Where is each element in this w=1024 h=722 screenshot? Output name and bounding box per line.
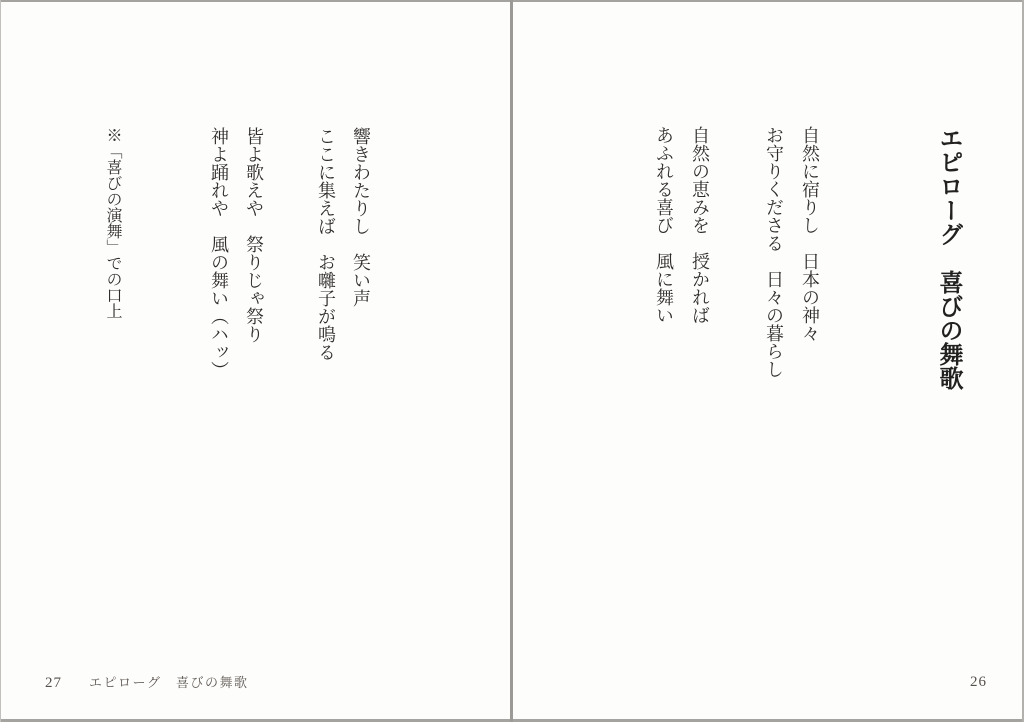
poem-line: 皆よ歌えや 祭りじゃ祭り	[244, 127, 264, 343]
poem-line: 神よ踊れや 風の舞い（ハッ）	[209, 127, 229, 379]
epilogue-title: エピローグ 喜びの舞歌	[935, 126, 962, 390]
right-page-footer	[970, 673, 987, 691]
left-page-poem	[103, 127, 371, 379]
page-number-26: 26	[970, 674, 987, 690]
left-page-footer	[45, 672, 249, 692]
poem-annotation: ※「喜びの演舞」での口上	[104, 127, 121, 319]
page-gutter	[510, 0, 513, 722]
page-number-27: 27	[45, 675, 62, 691]
poem-line: 響きわたりし 笑い声	[351, 127, 371, 307]
right-page-poem	[654, 126, 962, 390]
left-frame-line	[0, 0, 1, 722]
running-footer-title: エピローグ 喜びの舞歌	[89, 675, 249, 690]
poem-line: あふれる喜び 風に舞い	[654, 126, 674, 324]
poem-line: 自然に宿りし 日本の神々	[800, 126, 820, 342]
poem-line: 自然の恵みを 授かれば	[690, 126, 710, 324]
poem-line: ここに集えば お囃子が鳴る	[316, 127, 336, 361]
poem-line: お守りくださる 日々の暮らし	[764, 126, 784, 378]
